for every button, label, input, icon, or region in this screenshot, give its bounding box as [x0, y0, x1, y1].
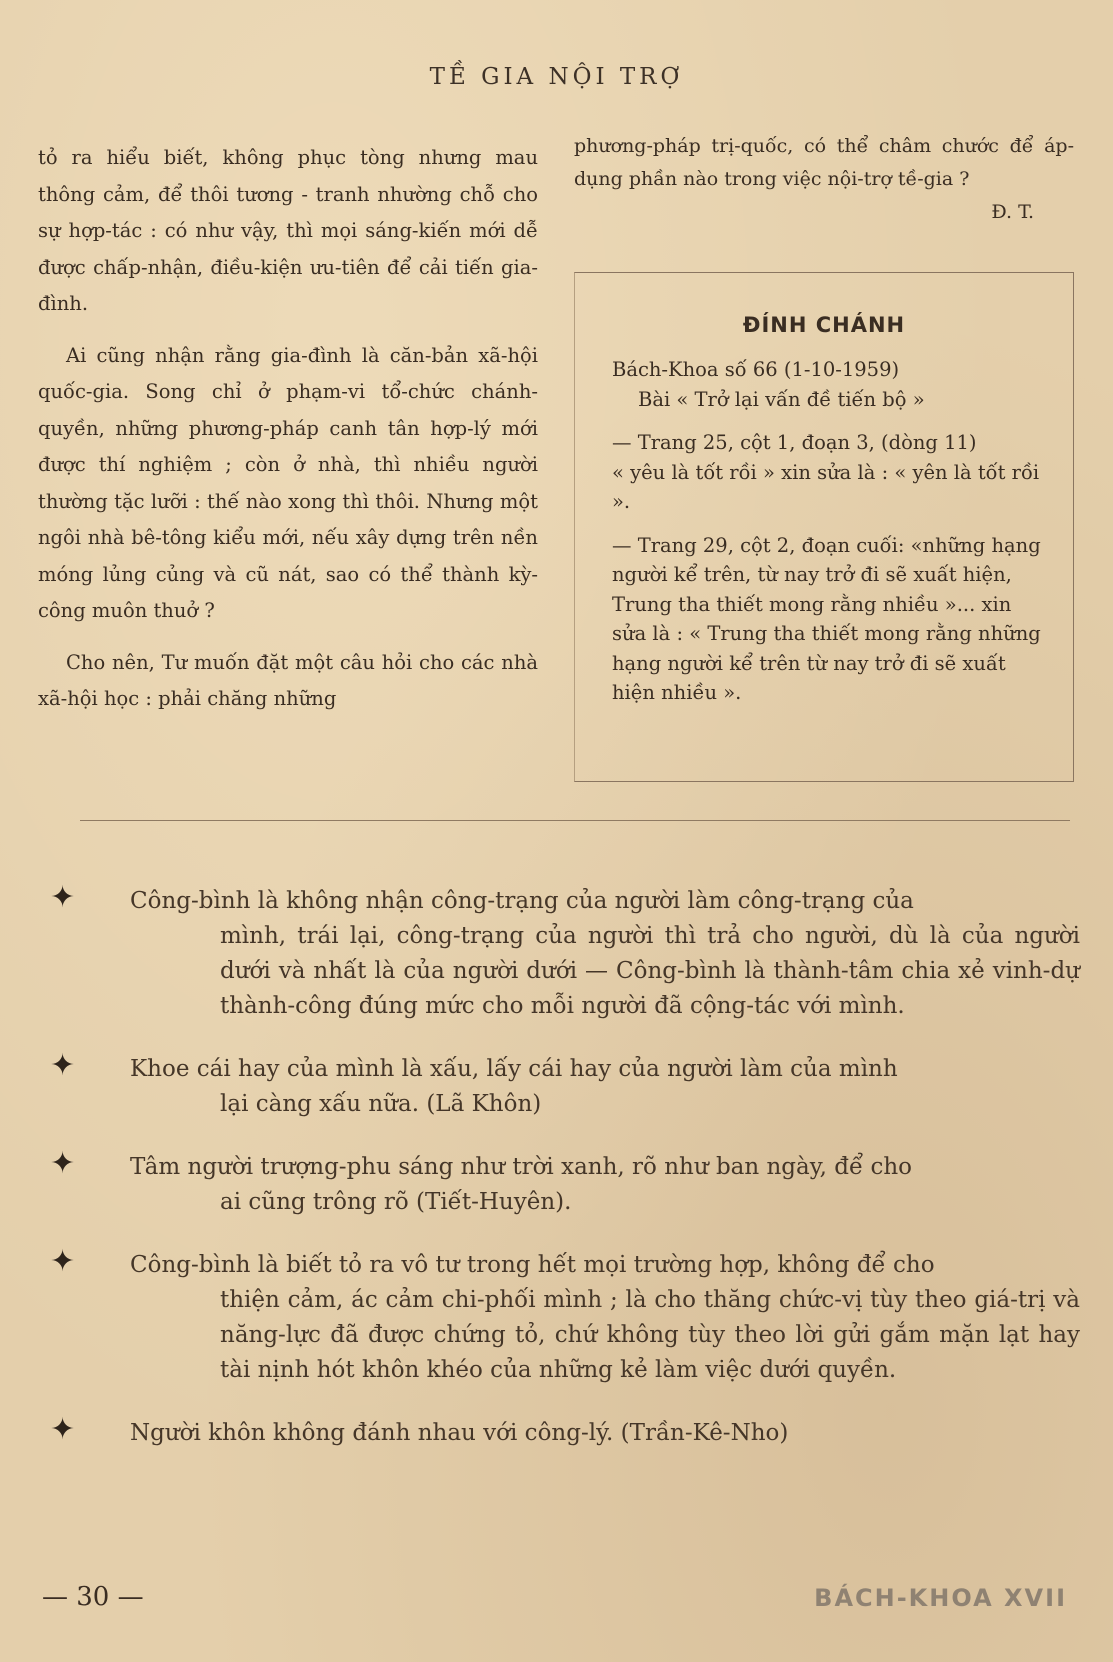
- running-header: TỀ GIA NỘI TRỢ: [429, 64, 684, 90]
- correction-source: Bách-Khoa số 66 (1-10-1959): [612, 358, 900, 381]
- quote-continuation: mình, trái lại, công-trạng của người thì trả cho người, dù là của người dưới và nhất là của người dưới — Công-bình là thành-tâm chia xẻ vinh-dự thành-công đúng mức cho mỗi người đã cộng-tác với mình.: [220, 923, 1080, 1019]
- quote-first-line: Công-bình là biết tỏ ra vô tư trong hết mọi trường hợp, không để cho: [130, 1252, 935, 1278]
- correction-item-2: — Trang 29, cột 2, đoạn cuối: «những hạng người kể trên, từ nay trở đi sẽ xuất hiện, Trung tha thiết mong rằng nhiều »... xin sửa là : « Trung tha thiết mong rằng những hạng người kể trên từ nay trở đi sẽ xuất hiện nhiều ».: [612, 533, 1041, 704]
- paragraph-1: tỏ ra hiểu biết, không phục tòng nhưng mau thông cảm, để thôi tương - tranh nhường chỗ cho sự hợp-tác : có như vậy, thì mọi sáng-kiến mới dễ được chấp-nhận, điều-kiện ưu-tiên để cải tiến gia-đình.: [38, 146, 538, 315]
- correction-item-1-text: « yêu là tốt rồi » xin sửa là : « yên là tốt rồi ».: [612, 460, 1040, 513]
- paragraph-2: Ai cũng nhận rằng gia-đình là căn-bản xã-hội quốc-gia. Song chỉ ở phạm-vi tổ-chức chánh-quyền, những phương-pháp canh tân hợp-lý mới được thí nghiệm ; còn ở nhà, thì nhiều người thường tặc lưỡi : thế nào xong thì thôi. Nhưng một ngôi nhà bê-tông kiểu mới, nếu xây dựng trên nền móng lủng củng và cũ nát, sao có thể thành kỳ-công muôn thuở ?: [38, 343, 538, 622]
- correction-article: Bài « Trở lại vấn đề tiến bộ »: [638, 387, 925, 411]
- quote-item: [40, 1146, 1080, 1220]
- star-bullet-icon: ✦: [50, 1146, 76, 1181]
- quote-text: [130, 1248, 1080, 1388]
- quote-text: [130, 1052, 1080, 1122]
- quote-continuation: lại càng xấu nữa. (Lã Khôn): [220, 1091, 542, 1117]
- correction-body: [612, 355, 1042, 708]
- quote-item: [40, 1048, 1080, 1122]
- author-signature: Đ. T.: [991, 201, 1034, 223]
- quote-text: [130, 884, 1080, 1024]
- quotes-section: [40, 880, 1080, 1479]
- quote-text: [130, 1416, 1080, 1451]
- quote-continuation: thiện cảm, ác cảm chi-phối mình ; là cho thăng chức-vị tùy theo giá-trị và năng-lực đã được chứng tỏ, chứ không tùy theo lời gửi gắm mặn lạt hay tài nịnh hót khôn khéo của những kẻ làm việc dưới quyền.: [220, 1287, 1080, 1383]
- correction-item-1-ref: — Trang 25, cột 1, đoạn 3, (dòng 11): [612, 431, 977, 454]
- quote-first-line: Tâm người trượng-phu sáng như trời xanh, rõ như ban ngày, để cho: [130, 1154, 913, 1180]
- paragraph-3: Cho nên, Tư muốn đặt một câu hỏi cho các nhà xã-hội học : phải chăng những: [38, 650, 538, 710]
- star-bullet-icon: ✦: [50, 880, 76, 915]
- quote-first-line: Người khôn không đánh nhau với công-lý. (Trần-Kê-Nho): [130, 1420, 789, 1446]
- section-divider: [80, 820, 1070, 821]
- quote-text: [130, 1150, 1080, 1220]
- star-bullet-icon: ✦: [50, 1244, 76, 1279]
- quote-first-line: Khoe cái hay của mình là xấu, lấy cái hay của người làm của mình: [130, 1056, 898, 1082]
- left-column: [38, 140, 538, 718]
- publication-name: BÁCH-KHOA XVII: [814, 1584, 1067, 1612]
- quote-item: [40, 1244, 1080, 1388]
- quote-item: [40, 880, 1080, 1024]
- quote-continuation: ai cũng trông rõ (Tiết-Huyên).: [220, 1189, 572, 1215]
- right-column-text: phương-pháp trị-quốc, có thể châm chước để áp-dụng phần nào trong việc nội-trợ tề-gia ?: [574, 135, 1074, 190]
- correction-box: [574, 272, 1074, 782]
- correction-title: ĐÍNH CHÁNH: [742, 313, 906, 337]
- star-bullet-icon: ✦: [50, 1048, 76, 1083]
- star-bullet-icon: ✦: [50, 1412, 76, 1447]
- quote-item: [40, 1412, 1080, 1451]
- right-column: [574, 130, 1074, 229]
- quote-first-line: Công-bình là không nhận công-trạng của người làm công-trạng của: [130, 888, 914, 914]
- page-number: — 30 —: [42, 1582, 144, 1612]
